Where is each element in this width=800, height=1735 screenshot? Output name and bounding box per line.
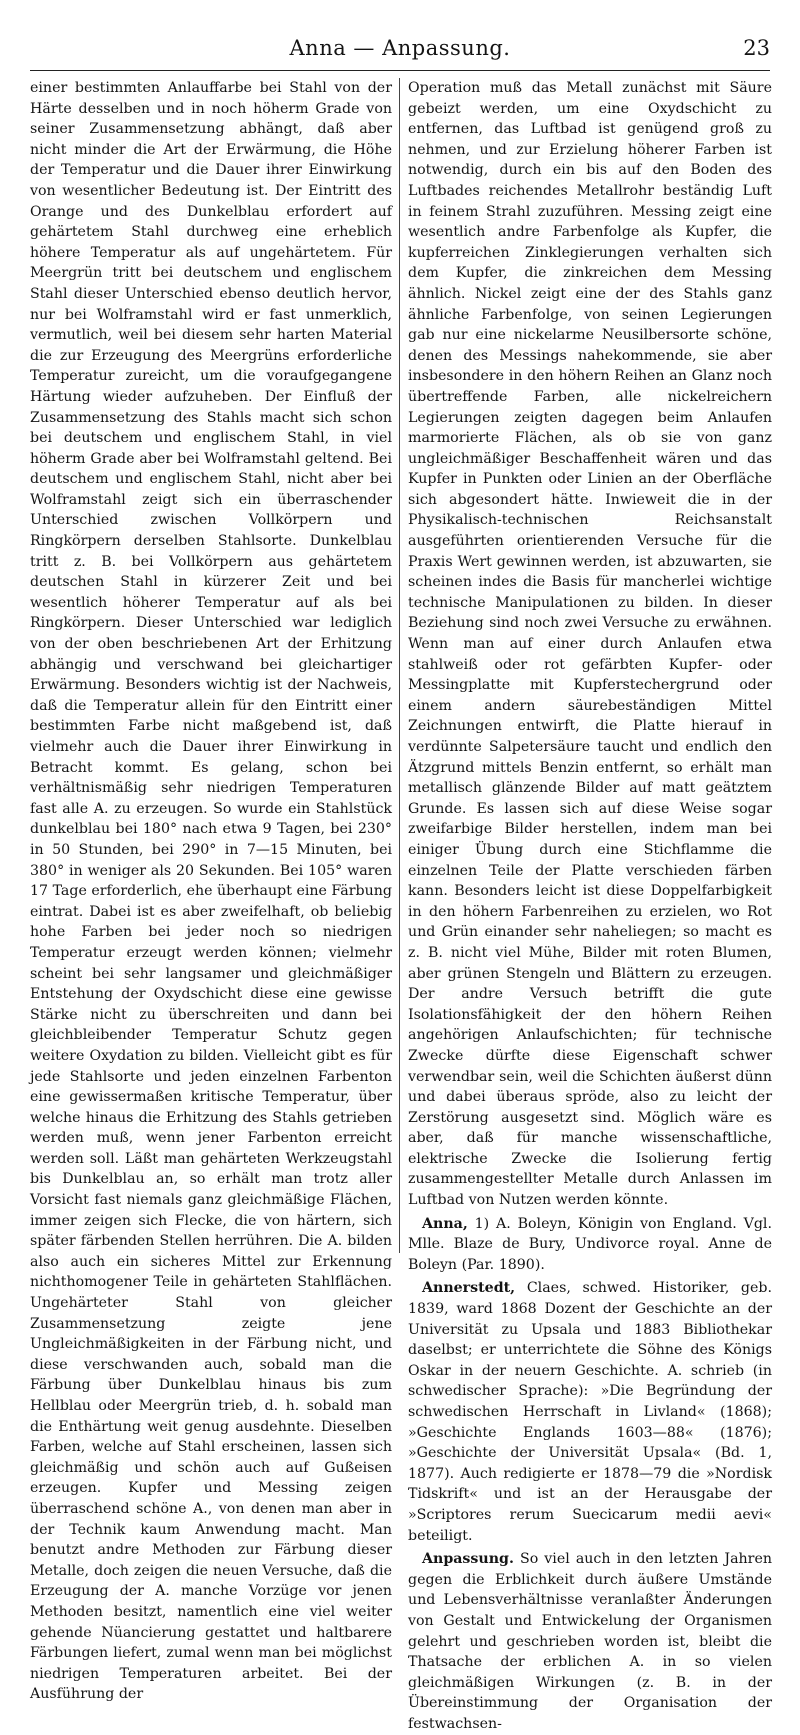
entry-anpassung-headword: Anpassung.	[422, 1551, 514, 1568]
page-header	[30, 22, 770, 71]
entry-anpassung-text: So viel auch in den letzten Jahren gegen die Erblichkeit durch äußere Umstände und Lebensverhältnisse veranlaßter Änderungen von Gestalt und Entwickelung der Organismen gelehrt und geschrieben worden ist, bleibt die Thatsache der erblichen A. in so vielen gleichmäßigen Wirkungen (z. B. in der Übereinstimmung der Organisation der festwachsen-	[408, 1551, 772, 1732]
page-number: 23	[743, 36, 770, 60]
entry-anna	[408, 1214, 772, 1276]
left-column	[30, 78, 392, 1703]
entry-annerstedt-headword: Annerstedt,	[422, 1280, 516, 1297]
entry-annerstedt	[408, 1278, 772, 1546]
running-head: Anna — Anpassung.	[289, 36, 511, 60]
entry-anna-headword: Anna,	[422, 1215, 468, 1232]
entry-anpassung	[408, 1549, 772, 1734]
column-divider	[399, 78, 400, 1253]
right-column-text: Operation muß das Metall zunächst mit Säure gebeizt werden, um eine Oxydschicht zu entfernen, das Luftbad ist genügend groß zu nehmen, und zur Erzielung höherer Farben ist notwendig, durch ein bis auf den Boden des Luftbades reichendes Metallrohr beständig Luft in feinem Strahl zuzuführen. Messing zeigt eine wesentlich andre Farbenfolge als Kupfer, die kupferreichen Zinklegierungen verhalten sich dem Kupfer, die zinkreichen dem Messing ähnlich. Nickel zeigt eine der des Stahls ganz ähnliche Farbenfolge, von seinen Legierungen gab nur eine nickelarme Neusilbersorte schöne, denen des Messings nahekommende, sie aber insbesondere in den höhern Reihen an Glanz noch übertreffende Farben, alle nickelreichern Legierungen zeigten dagegen beim Anlaufen marmorierte Flächen, als ob sie von ganz ungleichmäßiger Beschaffenheit wären und das Kupfer in Punkten oder Linien an der Oberfläche sich abgesondert hätte. Inwieweit die in der Physikalisch-technischen Reichsanstalt ausgeführten orientierenden Versuche für die Praxis Wert gewinnen werden, ist abzuwarten, sie scheinen indes die Basis für mancherlei wichtige technische Manipulationen zu bilden. In dieser Beziehung sind noch zwei Versuche zu erwähnen. Wenn man auf einer durch Anlaufen etwa stahlweiß oder rot gefärbten Kupfer- oder Messingplatte mit Kupferstechergrund oder einem andern säurebeständigen Mittel Zeichnungen entwirft, die Platte hierauf in verdünnte Salpetersäure taucht und endlich den Ätzgrund mittels Benzin entfernt, so erhält man metallisch glänzende Bilder auf matt geätztem Grunde. Es lassen sich auf diese Weise sogar zweifarbige Bilder herstellen, indem man bei einiger Übung durch eine Stichflamme die einzelnen Teile der Platte verschieden färben kann. Besonders leicht ist diese Doppelfarbigkeit in den höhern Farbenreihen zu erzielen, wo Rot und Grün einander sehr naheliegen; so macht es z. B. nicht viel Mühe, Bilder mit roten Blumen, aber grünen Stengeln und Blättern zu erzeugen. Der andre Versuch betrifft die gute Isolationsfähigkeit der den höhern Reihen angehörigen Anlaufschichten; für technische Zwecke dürfte diese Eigenschaft schwer verwendbar sein, weil die Schichten äußerst dünn und dabei überaus spröde, also zu leicht der Zerstörung ausgesetzt sind. Möglich wäre es aber, daß für manche wissenschaftliche, elektrische Zwecke die Isolierung fertig zusammengestellter Metalle durch Anlassen im Luftbad von Nutzen werden könnte.	[408, 80, 772, 1209]
left-column-text: einer bestimmten Anlauffarbe bei Stahl von der Härte desselben und in noch höherm Grade von seiner Zusammensetzung abhängt, daß aber nicht minder die Art der Erwärmung, die Höhe der Temperatur und die Dauer ihrer Einwirkung von wesentlicher Bedeutung ist. Der Eintritt des Orange und des Dunkelblau erfordert auf gehärtetem Stahl durchweg eine erheblich höhere Temperatur als auf ungehärtetem. Für Meergrün tritt bei deutschem und englischem Stahl dieser Unterschied ebenso deutlich hervor, nur bei Wolframstahl wird er fast unmerklich, vermutlich, weil bei diesem sehr harten Material die zur Erzeugung des Meergrüns erforderliche Temperatur zureicht, um die voraufgegangene Härtung wieder aufzuheben. Der Einfluß der Zusammensetzung des Stahls macht sich schon bei deutschem und englischem Stahl, in viel höherm Grade aber bei Wolframstahl geltend. Bei deutschem und englischem Stahl, nicht aber bei Wolframstahl zeigt sich ein überraschender Unterschied zwischen Vollkörpern und Ringkörpern derselben Stahlsorte. Dunkelblau tritt z. B. bei Vollkörpern aus gehärtetem deutschen Stahl in kürzerer Zeit und bei wesentlich höherer Temperatur auf als bei Ringkörpern. Dieser Unterschied war lediglich von der oben beschriebenen Art der Erhitzung abhängig und verschwand bei gleichartiger Erwärmung. Besonders wichtig ist der Nachweis, daß die Temperatur allein für den Eintritt einer bestimmten Farbe nicht maßgebend ist, daß vielmehr auch die Dauer ihrer Einwirkung in Betracht kommt. Es gelang, schon bei verhältnismäßig sehr niedrigen Temperaturen fast alle A. zu erzeugen. So wurde ein Stahlstück dunkelblau bei 180° nach etwa 9 Tagen, bei 230° in 50 Stunden, bei 290° in 7—15 Minuten, bei 380° in weniger als 20 Sekunden. Bei 105° waren 17 Tage erforderlich, ehe überhaupt eine Färbung eintrat. Dabei ist es aber zweifelhaft, ob beliebig hohe Farben bei jeder noch so niedrigen Temperatur erzeugt werden können; vielmehr scheint bei sehr langsamer und gleichmäßiger Entstehung der Oxydschicht diese eine gewisse Stärke nicht zu überschreiten und dann bei gleichbleibender Temperatur Schutz gegen weitere Oxydation zu bilden. Vielleicht gibt es für jede Stahlsorte und jeden einzelnen Farbenton eine gewissermaßen kritische Temperatur, über welche hinaus die Erhitzung des Stahls getrieben werden muß, wenn jener Farbenton erreicht werden soll. Läßt man gehärteten Werkzeugstahl bis Dunkelblau an, so erhält man trotz aller Vorsicht fast niemals ganz gleichmäßige Flächen, immer zeigen sich Flecke, die von härtern, sich später färbenden Stellen herrühren. Die A. bilden also auch ein sicheres Mittel zur Erkennung nichthomogener Teile in gehärteten Stahlflächen. Ungehärteter Stahl von gleicher Zusammensetzung zeigte jene Ungleichmäßigkeiten in der Färbung nicht, und diese verschwanden auch, sobald man die Färbung über Dunkelblau hinaus bis zum Hellblau oder Meergrün trieb, d. h. sobald man die Enthärtung weit genug ausdehnte. Dieselben Farben, welche auf Stahl erscheinen, lassen sich gleichmäßig und schön auch auf Gußeisen erzeugen. Kupfer und Messing zeigen überraschend schöne A., von denen man aber in der Technik kaum Anwendung macht. Man benutzt andre Methoden zur Färbung dieser Metalle, doch zeigen die neuen Versuche, daß die Erzeugung der A. manche Vorzüge vor jenen Methoden besitzt, namentlich eine viel weiter gehende Nüancierung gestattet und haltbarere Färbungen liefert, zumal wenn man bei möglichst niedrigen Temperaturen arbeitet. Bei der Ausführung der	[30, 80, 392, 1703]
right-column	[408, 78, 772, 1732]
entry-anna-text: 1) A. Boleyn, Königin von England. Vgl. Mlle. Blaze de Bury, Undivorce royal. Anne de Boleyn (Par. 1890).	[408, 1215, 772, 1273]
entry-annerstedt-text: Claes, schwed. Historiker, geb. 1839, ward 1868 Dozent der Geschichte an der Universität zu Upsala und 1883 Bibliothekar daselbst; er unterrichtete die Söhne des Königs Oskar in der neuern Geschichte. A. schrieb (in schwedischer Sprache): »Die Begründung der schwedischen Herrschaft in Livland« (1868); »Geschichte Englands 1603—88« (1876); »Geschichte der Universität Upsala« (Bd. 1, 1877). Auch redigierte er 1878—79 die »Nordisk Tidskrift« und ist an der Herausgabe der »Scriptores rerum Suecicarum medii aevi« beteiligt.	[408, 1280, 772, 1544]
